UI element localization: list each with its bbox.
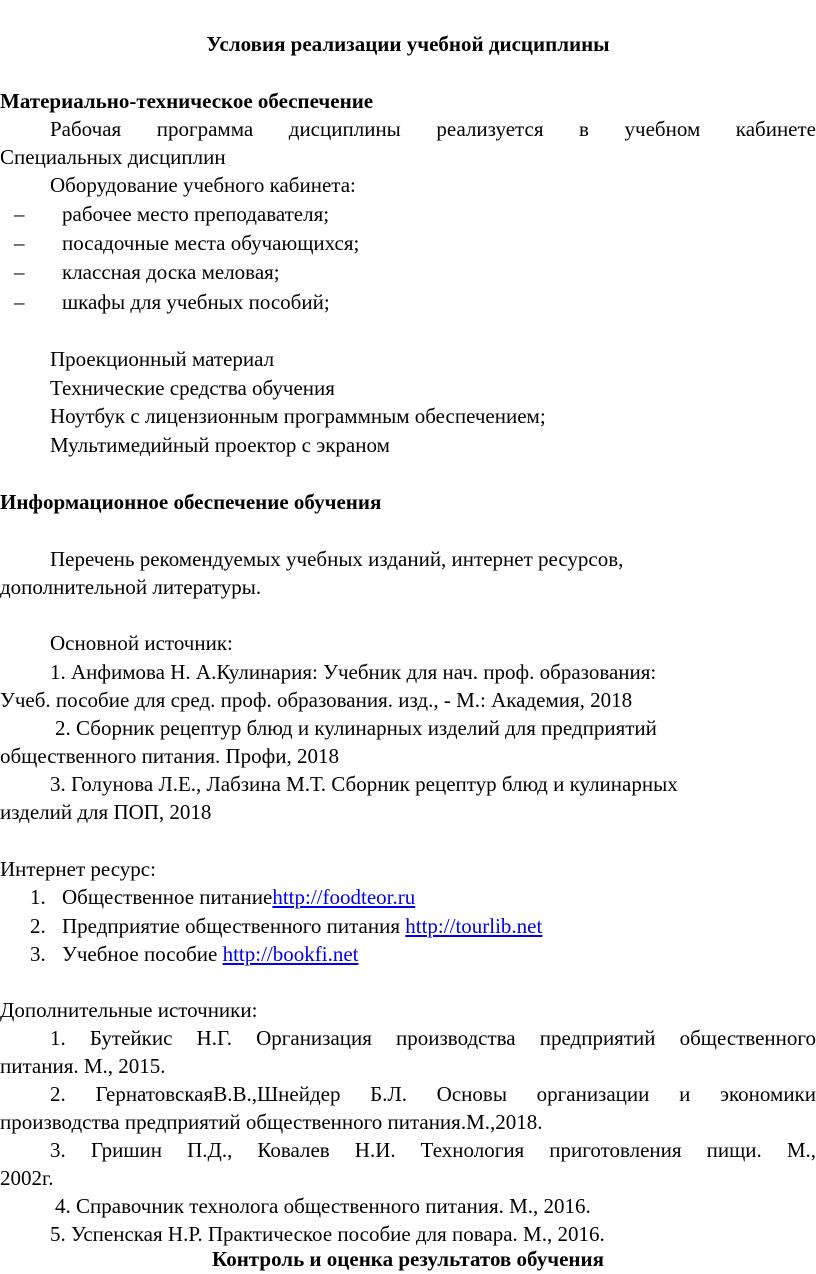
main-source-1-line1: 1. Анфимова Н. А.Кулинария: Учебник для нач. проф. образования: xyxy=(50,660,657,684)
equipment-extra-4: Мультимедийный проектор с экраном xyxy=(50,433,390,457)
internet-label: Интернет ресурс: xyxy=(0,857,156,881)
main-source-1-line2: Учеб. пособие для сред. проф. образования. изд., - М.: Академия, 2018 xyxy=(0,688,633,712)
additional-4: 4. Справочник технолога общественного питания. М., 2016. xyxy=(55,1194,591,1218)
material-paragraph-line1: Рабочая программа дисциплины реализуется в учебном кабинете xyxy=(50,117,816,141)
additional-label: Дополнительные источники: xyxy=(0,998,258,1022)
internet-item-text: Предприятие общественного питания xyxy=(62,914,406,938)
bookfi-link[interactable]: http://bookfi.net xyxy=(222,942,359,966)
internet-item-text: Общественное питание xyxy=(62,885,273,909)
additional-3-line2: 2002г. xyxy=(0,1166,54,1190)
page-title: Условия реализации учебной дисциплины xyxy=(206,32,610,56)
additional-2-line1: 2. ГернатовскаяВ.В.,Шнейдер Б.Л. Основы организации и экономики xyxy=(50,1082,816,1106)
additional-5: 5. Успенская Н.Р. Практическое пособие для повара. М., 2016. xyxy=(50,1222,605,1246)
control-heading: Контроль и оценка результатов обучения xyxy=(212,1247,604,1271)
equipment-extra-2: Технические средства обучения xyxy=(50,376,335,400)
bullet-text: рабочее место преподавателя; xyxy=(62,202,330,226)
internet-item-text: Учебное пособие xyxy=(62,942,223,966)
dash-marker: – xyxy=(14,290,25,314)
item-number: 3. xyxy=(30,942,46,966)
info-heading: Информационное обеспечение обучения xyxy=(0,490,382,514)
additional-1-line2: питания. М., 2015. xyxy=(0,1054,166,1078)
dash-marker: – xyxy=(14,231,25,255)
material-heading: Материально-техническое обеспечение xyxy=(0,89,374,113)
item-number: 2. xyxy=(30,914,46,938)
bullet-text: посадочные места обучающихся; xyxy=(62,231,360,255)
additional-2-line2: производства предприятий общественного питания.М.,2018. xyxy=(0,1110,543,1134)
bullet-text: классная доска меловая; xyxy=(62,260,280,284)
additional-1-line1: 1. Бутейкис Н.Г. Организация производства предприятий общественного xyxy=(50,1026,816,1050)
item-number: 1. xyxy=(30,885,46,909)
list-intro-line1: Перечень рекомендуемых учебных изданий, интернет ресурсов, xyxy=(50,547,624,571)
main-source-3-line1: 3. Голунова Л.Е., Лабзина М.Т. Сборник рецептур блюд и кулинарных xyxy=(50,772,678,796)
additional-3-line1: 3. Гришин П.Д., Ковалев Н.И. Технология приготовления пищи. М., xyxy=(50,1138,816,1162)
equipment-extra-1: Проекционный материал xyxy=(50,347,275,371)
main-source-2-line1: 2. Сборник рецептур блюд и кулинарных изделий для предприятий xyxy=(55,716,657,740)
main-source-label: Основной источник: xyxy=(50,631,233,655)
equipment-extra-3: Ноутбук с лицензионным программным обеспечением; xyxy=(50,404,546,428)
equipment-intro: Оборудование учебного кабинета: xyxy=(50,173,356,197)
material-paragraph-line2: Специальных дисциплин xyxy=(0,145,226,169)
foodteor-link[interactable]: http://foodteor.ru xyxy=(272,885,416,909)
bullet-text: шкафы для учебных пособий; xyxy=(62,290,330,314)
tourlib-link[interactable]: http://tourlib.net xyxy=(405,914,543,938)
main-source-3-line2: изделий для ПОП, 2018 xyxy=(0,800,212,824)
list-intro-line2: дополнительной литературы. xyxy=(0,575,262,599)
dash-marker: – xyxy=(14,260,25,284)
main-source-2-line2: общественного питания. Профи, 2018 xyxy=(0,744,340,768)
dash-marker: – xyxy=(14,202,25,226)
